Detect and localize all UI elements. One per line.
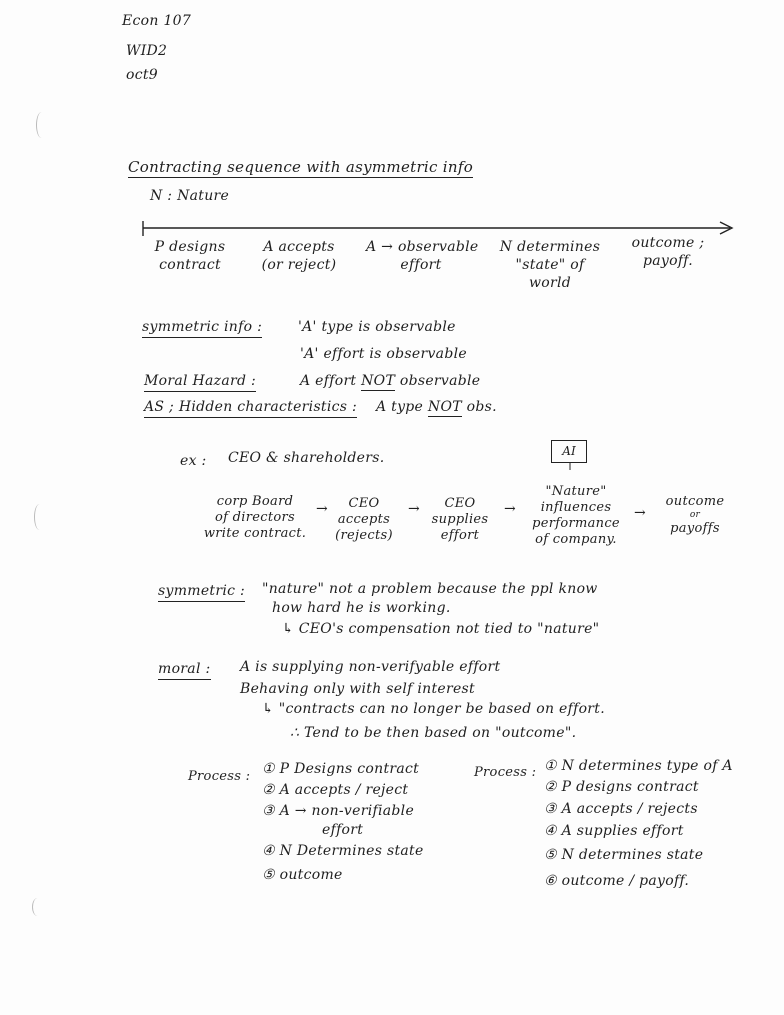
symmetric-note-line-1: "nature" not a problem because the ppl know bbox=[262, 581, 598, 597]
week-label: WID2 bbox=[126, 43, 168, 59]
process-left-item: ⑤ outcome bbox=[262, 867, 343, 883]
process-left-item: ③ A → non-verifiable bbox=[262, 803, 415, 819]
process-right-item: ① N determines type of A bbox=[544, 758, 733, 774]
example-step: "Nature" influences performance of company. bbox=[532, 484, 620, 547]
moral-note-line-3: ↳ "contracts can no longer be based on effort. bbox=[262, 701, 605, 717]
symmetric-note-line-2: how hard he is working. bbox=[272, 600, 451, 616]
process-left-item: ② A accepts / reject bbox=[262, 782, 409, 798]
timeline-step: A accepts (or reject) bbox=[261, 239, 337, 273]
symmetric-info-text-1: 'A' type is observable bbox=[298, 319, 456, 335]
moral-note-line-4: ∴ Tend to be then based on "outcome". bbox=[290, 725, 577, 741]
process-right-item: ③ A accepts / rejects bbox=[544, 801, 698, 817]
timeline-step: A → observable effort bbox=[366, 239, 479, 273]
timeline-step: N determines "state" of world bbox=[499, 239, 601, 291]
process-left-label: Process : bbox=[188, 769, 251, 784]
example-arrow: → bbox=[504, 501, 517, 517]
example-label: ex : bbox=[180, 453, 207, 469]
process-left-item: ④ N Determines state bbox=[262, 843, 424, 859]
process-right-item: ⑤ N determines state bbox=[544, 847, 704, 863]
timeline-step: outcome ; payoff. bbox=[631, 235, 705, 269]
process-left-item: effort bbox=[322, 822, 364, 838]
process-right-label: Process : bbox=[474, 765, 537, 780]
adverse-selection-label: AS ; Hidden characteristics : bbox=[144, 398, 357, 418]
course-label: Econ 107 bbox=[122, 13, 192, 29]
process-right-item: ④ A supplies effort bbox=[544, 823, 684, 839]
example-arrow: → bbox=[408, 501, 421, 517]
process-right-item: ⑥ outcome / payoff. bbox=[544, 873, 690, 889]
example-step: corp Board of directors write contract. bbox=[203, 494, 307, 541]
example-text: CEO & shareholders. bbox=[228, 450, 385, 466]
example-step: CEO accepts (rejects) bbox=[335, 496, 393, 543]
process-right-item: ② P designs contract bbox=[544, 779, 699, 795]
moral-note-line-2: Behaving only with self interest bbox=[240, 681, 475, 697]
moral-hazard-text: A effort NOT observable bbox=[300, 373, 481, 389]
example-step: outcome or payoffs bbox=[665, 494, 725, 536]
timeline-step: P designs contract bbox=[154, 239, 226, 273]
example-step: CEO supplies effort bbox=[431, 496, 489, 543]
moral-note-line-1: A is supplying non-verifyable effort bbox=[240, 659, 501, 675]
date-label: oct9 bbox=[126, 67, 159, 83]
moral-note-label: moral : bbox=[158, 660, 211, 680]
symmetric-note-label: symmetric : bbox=[158, 582, 245, 602]
page-title: Contracting sequence with asymmetric info bbox=[128, 158, 474, 176]
example-arrow: → bbox=[634, 505, 647, 521]
example-arrow: → bbox=[316, 501, 329, 517]
nature-label: N : Nature bbox=[150, 188, 230, 204]
ai-box: AI bbox=[551, 440, 587, 463]
symmetric-info-text-2: 'A' effort is observable bbox=[300, 346, 467, 362]
process-left-item: ① P Designs contract bbox=[262, 761, 420, 777]
moral-hazard-label: Moral Hazard : bbox=[144, 372, 256, 392]
symmetric-info-label: symmetric info : bbox=[142, 318, 262, 338]
symmetric-note-line-3: ↳ CEO's compensation not tied to "nature" bbox=[282, 621, 600, 637]
adverse-selection-text: A type NOT obs. bbox=[376, 399, 497, 415]
